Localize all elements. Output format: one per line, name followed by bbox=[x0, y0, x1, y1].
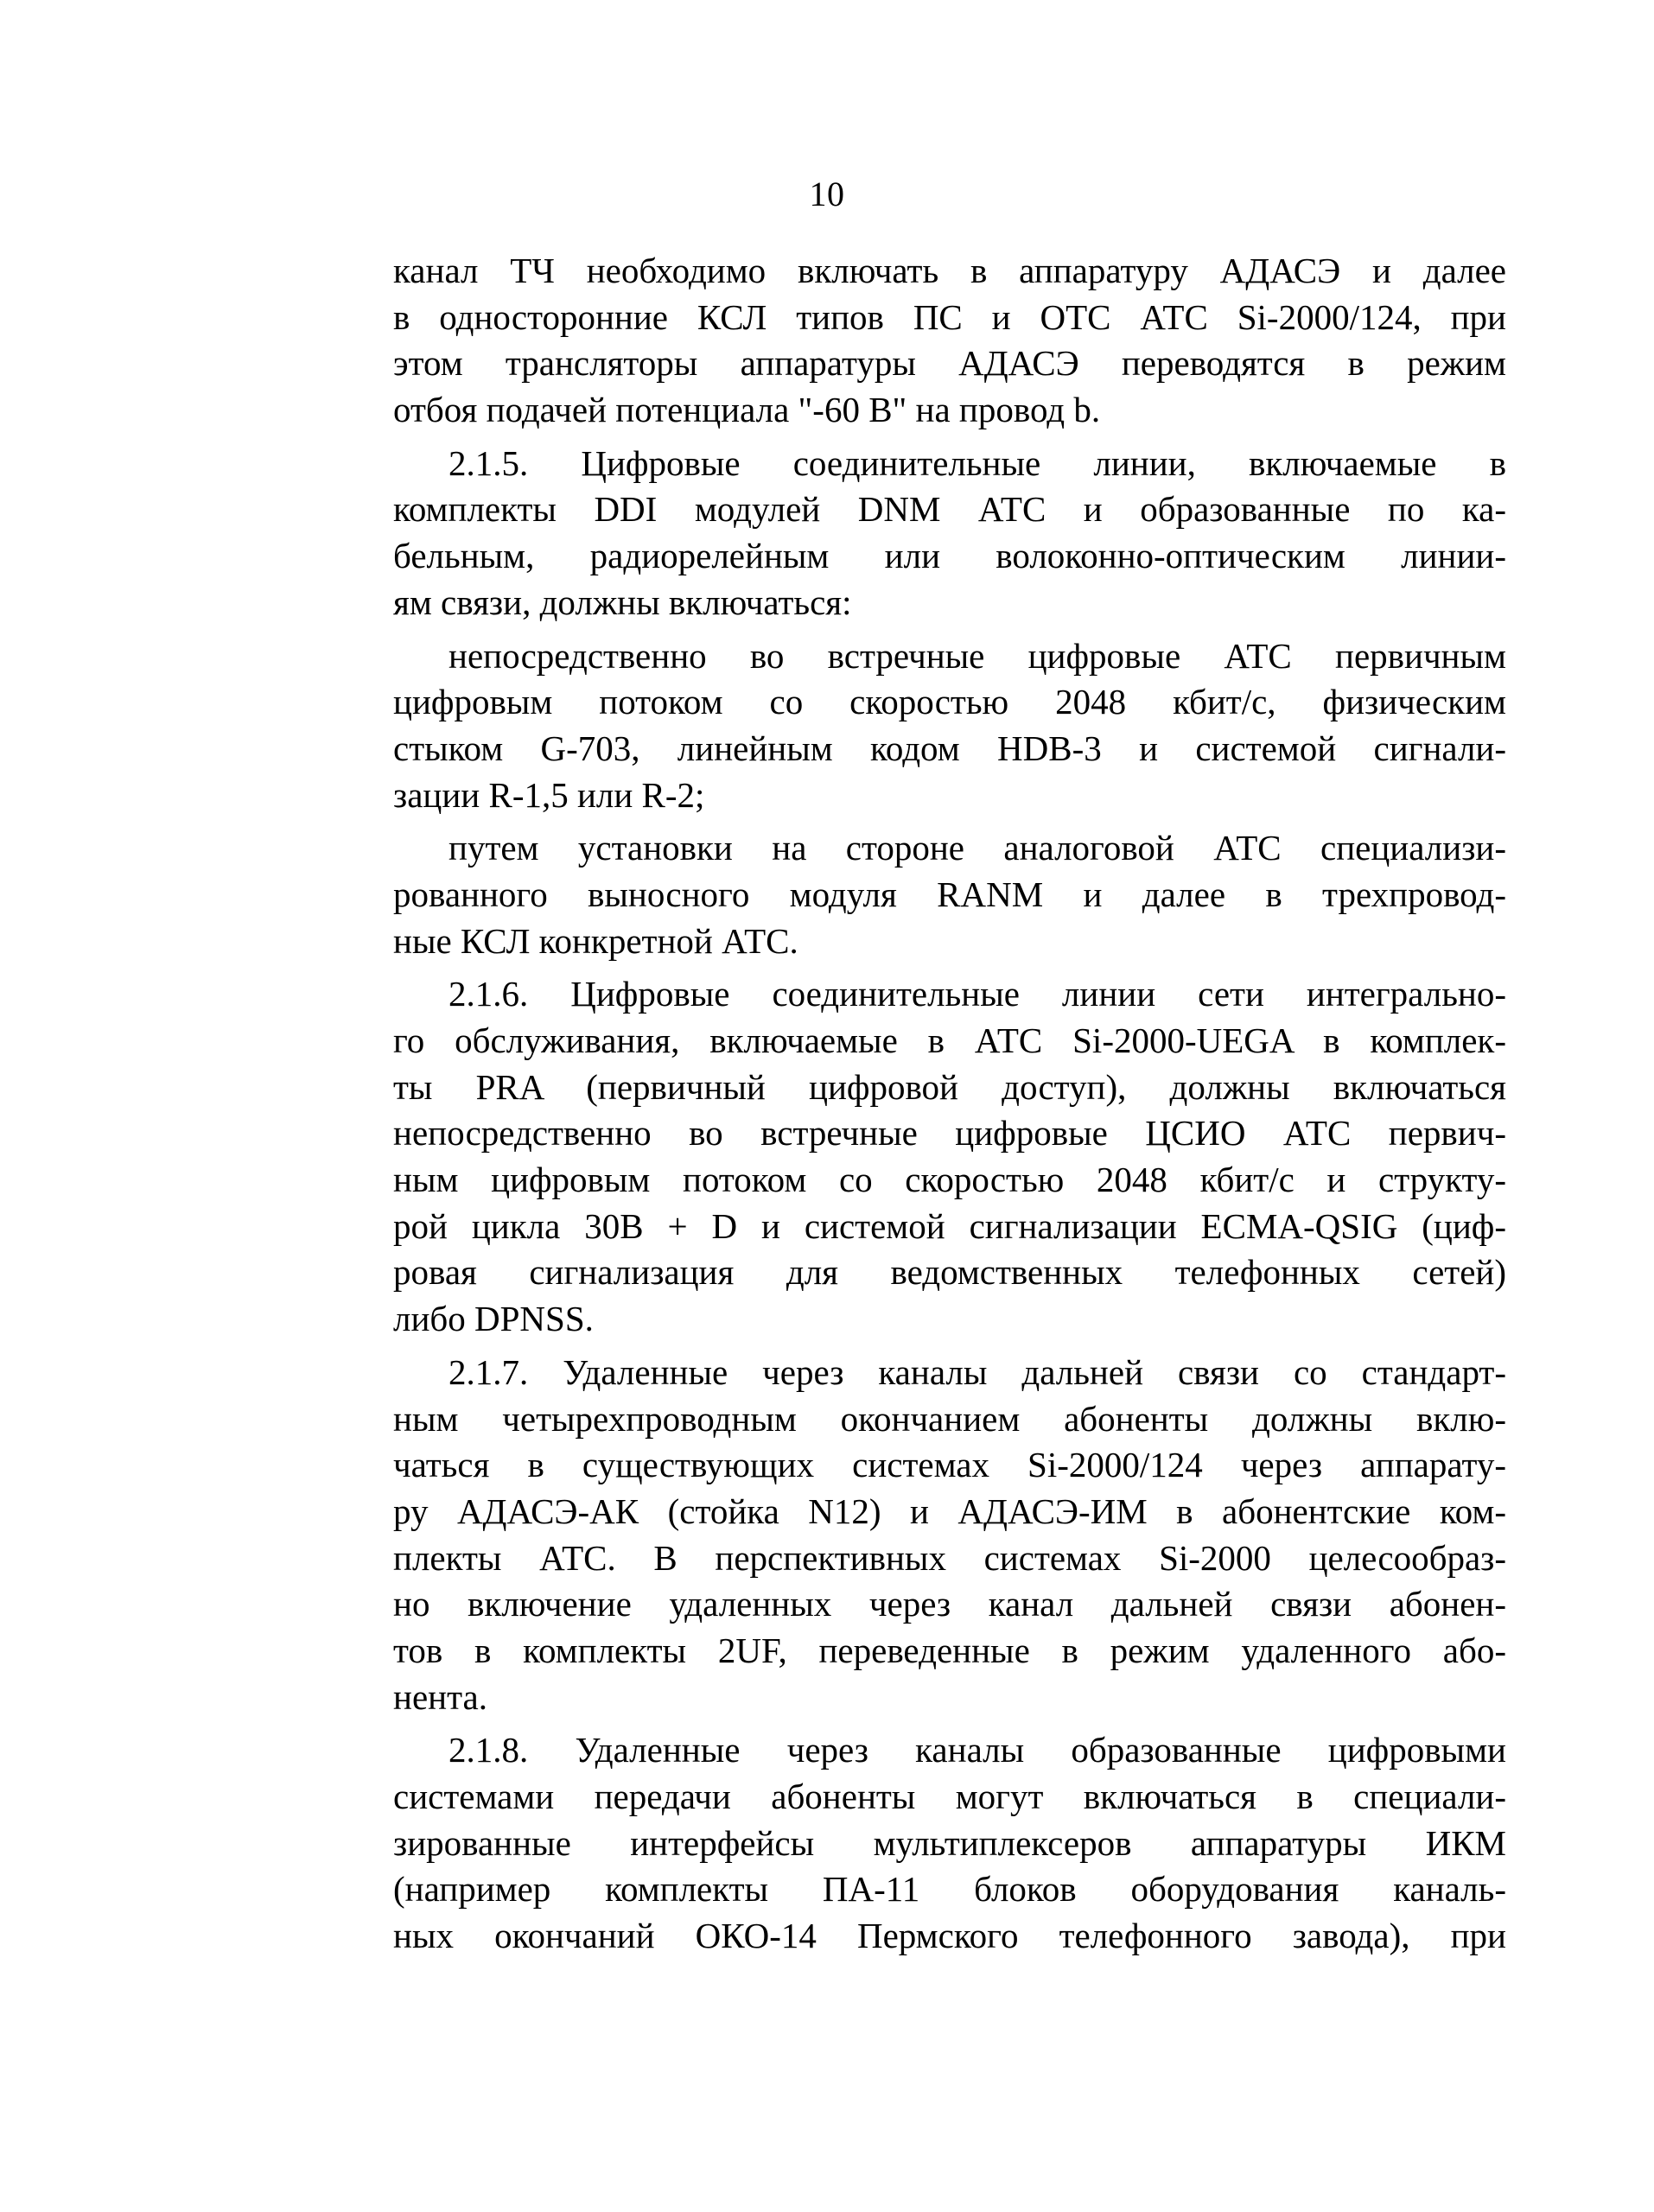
text-line: 2.1.7. Удаленные через каналы дальней связи со стандарт- bbox=[448, 1351, 1506, 1392]
text-line: рованного выносного модуля RANM и далее в трехпровод- bbox=[393, 874, 1506, 914]
text-line: стыком G-703, линейным кодом HDB-3 и системой сигнали- bbox=[393, 728, 1506, 768]
text-line: непосредственно во встречные цифровые АТС первичным bbox=[448, 635, 1506, 676]
text-line: ным цифровым потоком со скоростью 2048 кбит/с и структу- bbox=[393, 1160, 1506, 1200]
text-line: но включение удаленных через канал дальней связи абонен- bbox=[393, 1584, 1506, 1624]
text-line: ровая сигнализация для ведомственных телефонных сетей) bbox=[393, 1252, 1506, 1293]
text-line: ных окончаний ОКО-14 Пермского телефонного завода), при bbox=[393, 1916, 1506, 1956]
text-line: ям связи, должны включаться: bbox=[393, 582, 852, 622]
text-line: рой цикла 30B + D и системой сигнализации ECMA-QSIG (циф- bbox=[393, 1205, 1506, 1246]
text-line: (например комплекты ПА-11 блоков оборудования каналь- bbox=[393, 1869, 1506, 1910]
text-line: ру АДАСЭ-АК (стойка N12) и АДАСЭ-ИМ в абонентские ком- bbox=[393, 1491, 1506, 1531]
text-line: зации R-1,5 или R-2; bbox=[393, 774, 705, 815]
text-line: зированные интерфейсы мультиплексеров аппаратуры ИКМ bbox=[393, 1822, 1506, 1863]
text-line: в односторонние КСЛ типов ПС и ОТС АТС Si-2000/124, при bbox=[393, 296, 1506, 337]
paragraph-2-1-7 bbox=[393, 1350, 1506, 1721]
text-line: отбоя подачей потенциала "-60 В" на провод b. bbox=[393, 390, 1101, 430]
body-text bbox=[393, 248, 1506, 1960]
text-line: плекты АТС. В перспективных системах Si-2000 целесообраз- bbox=[393, 1537, 1506, 1578]
text-line: бельным, радиорелейным или волоконно-оптическим линии- bbox=[393, 536, 1506, 576]
paragraph-2-1-6 bbox=[393, 971, 1506, 1343]
text-line: го обслуживания, включаемые в АТС Si-2000-UEGA в комплек- bbox=[393, 1020, 1506, 1060]
text-line: этом трансляторы аппаратуры АДАСЭ переводятся в режим bbox=[393, 343, 1506, 384]
text-line: путем установки на стороне аналоговой АТС специализи- bbox=[448, 828, 1506, 868]
text-line: ты PRA (первичный цифровой доступ), должны включаться bbox=[393, 1066, 1506, 1107]
text-line: либо DPNSS. bbox=[393, 1299, 594, 1339]
paragraph-intro bbox=[393, 248, 1506, 434]
text-line: комплекты DDI модулей DNM АТС и образованные по ка- bbox=[393, 489, 1506, 530]
text-line: ным четырехпроводным окончанием абоненты должны вклю- bbox=[393, 1398, 1506, 1439]
text-line: тов в комплекты 2UF, переведенные в режим удаленного або- bbox=[393, 1630, 1506, 1670]
paragraph-2-1-5 bbox=[393, 441, 1506, 626]
text-line: 2.1.6. Цифровые соединительные линии сети интегрально- bbox=[448, 974, 1506, 1014]
text-line: 2.1.8. Удаленные через каналы образованные цифровыми bbox=[448, 1730, 1506, 1770]
text-line: нента. bbox=[393, 1676, 487, 1717]
paragraph-2-1-8 bbox=[393, 1727, 1506, 1959]
text-line: цифровым потоком со скоростью 2048 кбит/с, физическим bbox=[393, 682, 1506, 722]
text-line: 2.1.5. Цифровые соединительные линии, включаемые в bbox=[448, 442, 1506, 483]
paragraph-2-1-5-item-a bbox=[393, 633, 1506, 819]
paragraph-2-1-5-item-b bbox=[393, 825, 1506, 964]
page-number: 10 bbox=[809, 175, 845, 213]
text-line: системами передачи абоненты могут включаться в специали- bbox=[393, 1777, 1506, 1816]
text-line: непосредственно во встречные цифровые ЦСИО АТС первич- bbox=[393, 1113, 1506, 1154]
text-line: чаться в существующих системах Si-2000/124 через аппарату- bbox=[393, 1445, 1506, 1485]
text-line: канал ТЧ необходимо включать в аппаратуру АДАСЭ и далее bbox=[393, 251, 1506, 290]
text-line: ные КСЛ конкретной АТС. bbox=[393, 920, 798, 961]
